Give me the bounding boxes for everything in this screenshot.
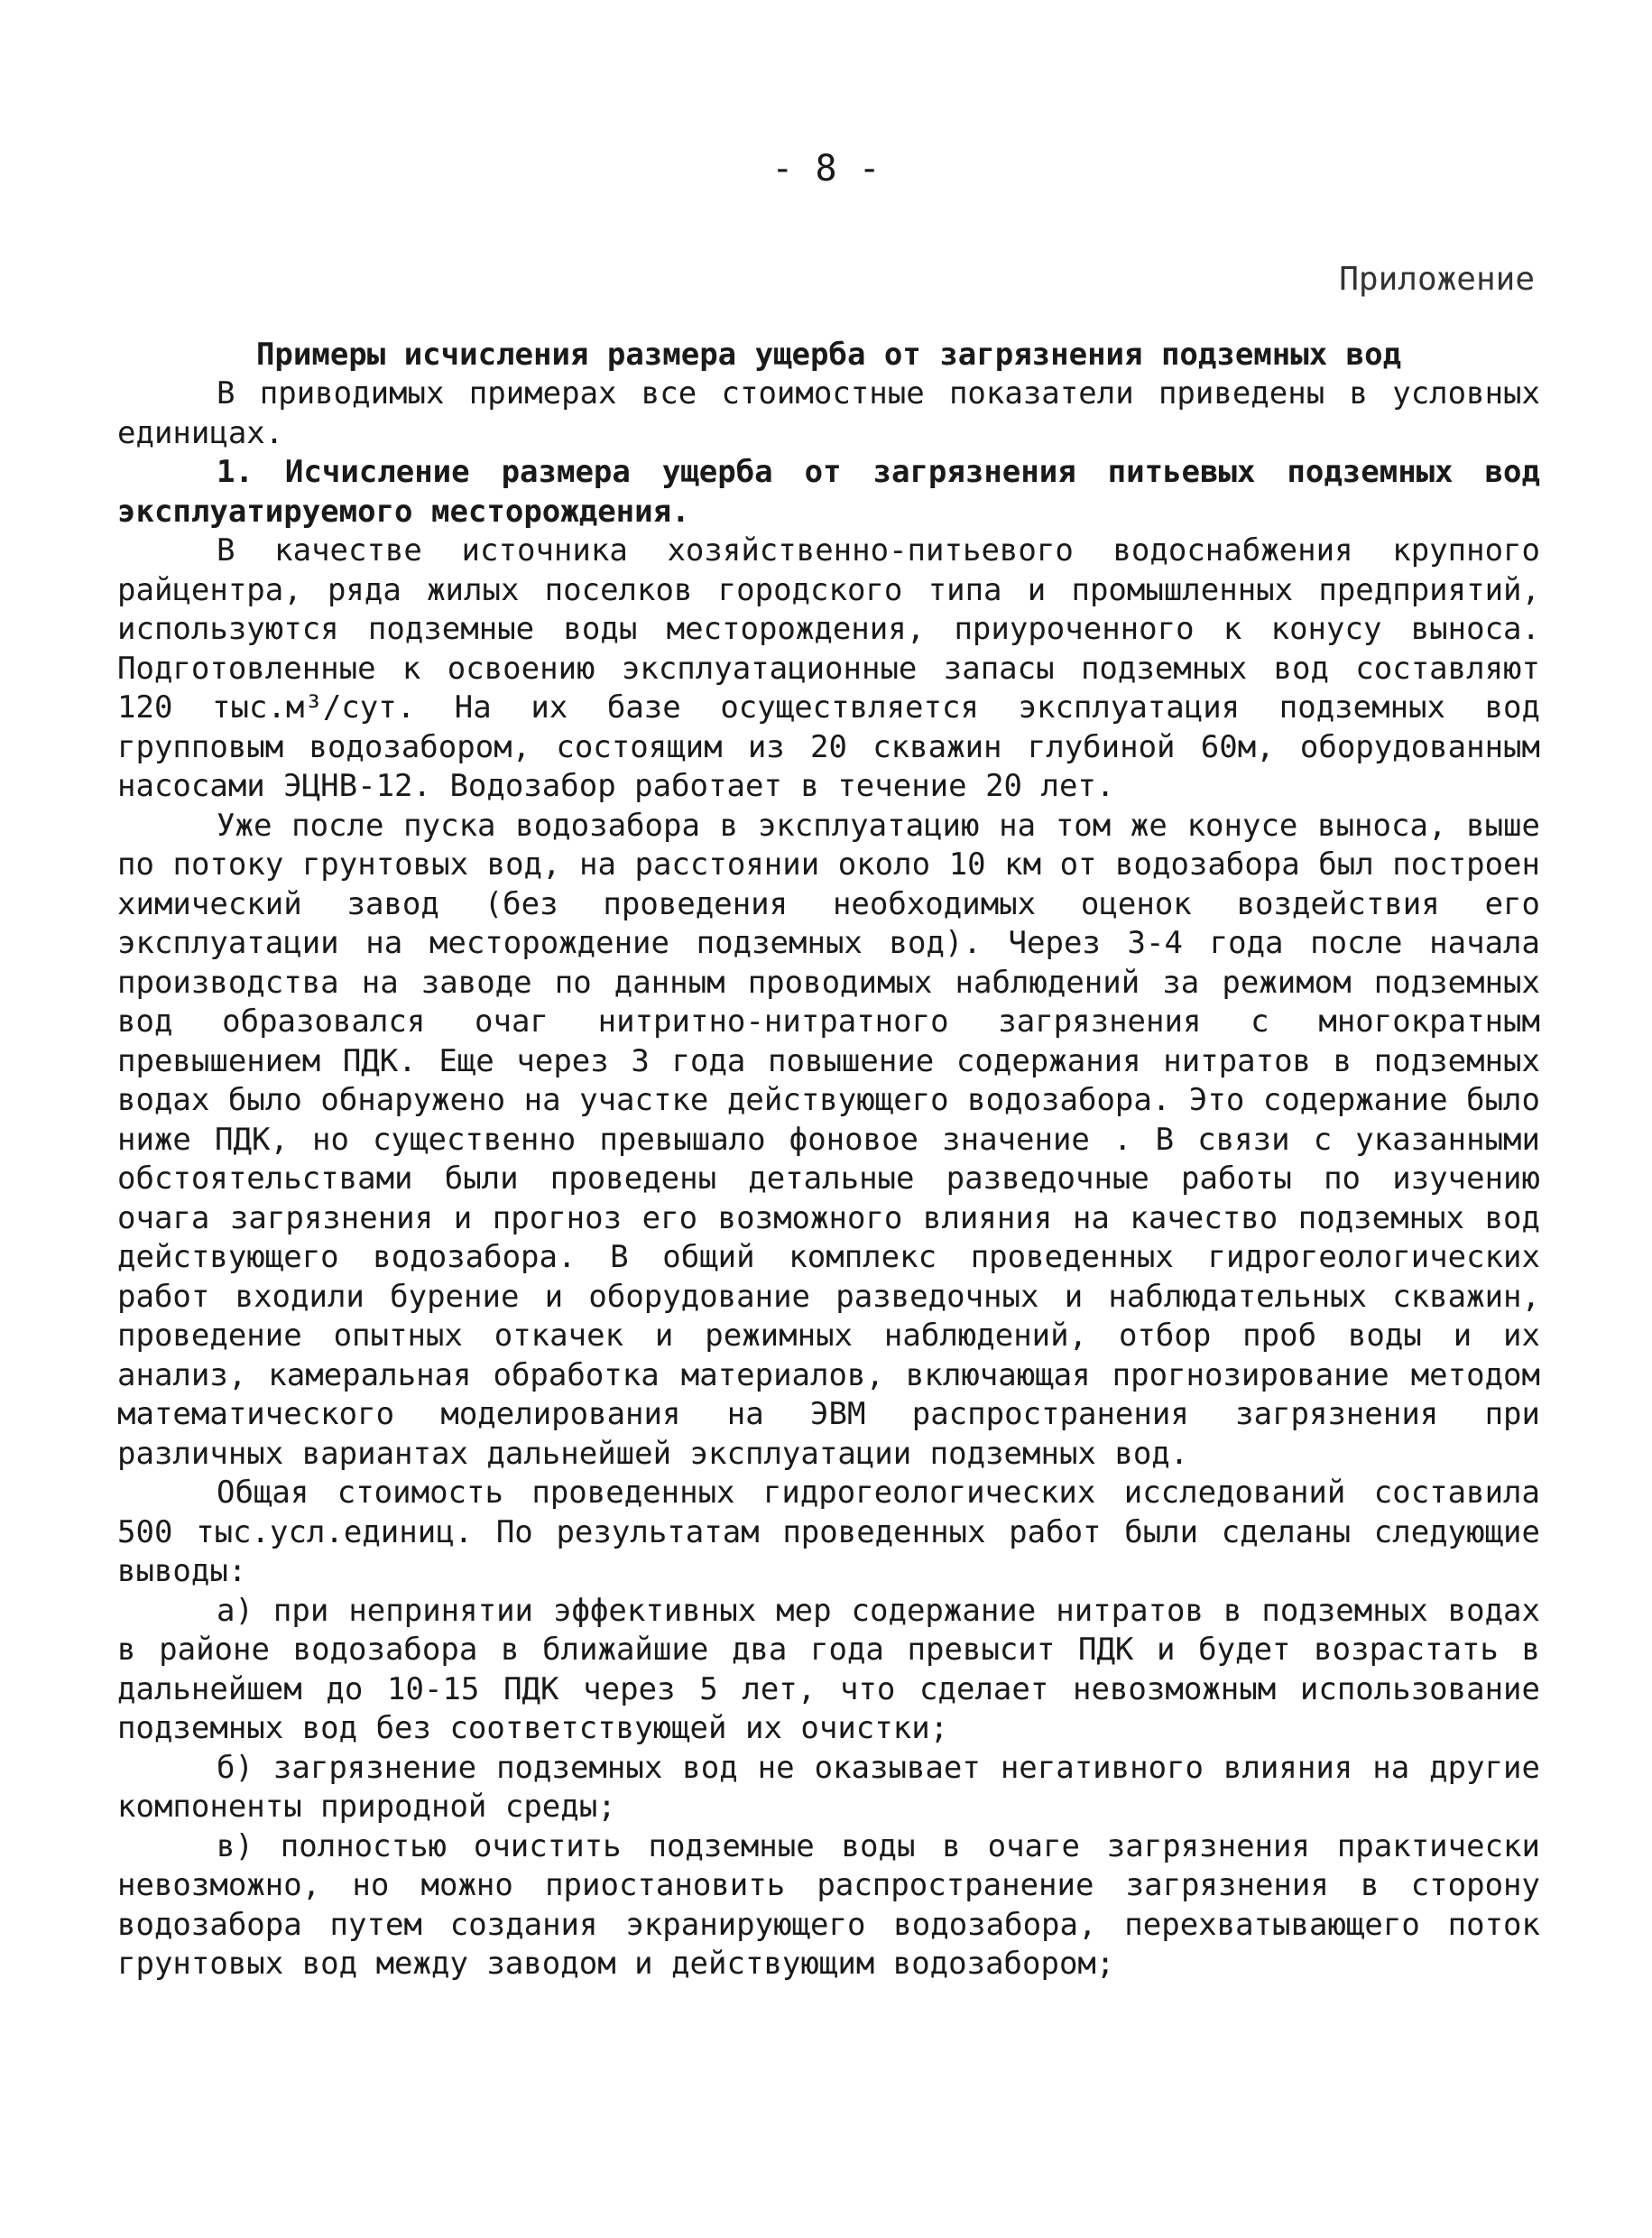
section-1-heading: 1. Исчисление размера ущерба от загрязнения питьевых подземных вод эксплуатируемого месторождения. xyxy=(117,454,1540,530)
conclusion-item-c: в) полностью очистить подземные воды в очаге загрязнения практически невозможно, но можно приостановить распространение загрязнения в сторону водозабора путем создания экранирующего водозабора, перехватывающего поток грунтовых вод между заводом и действующим водозабором; xyxy=(117,1827,1540,1982)
document-body xyxy=(117,336,1540,1984)
appendix-label: Приложение xyxy=(1339,261,1535,298)
conclusion-item-a: а) при непринятии эффективных мер содержание нитратов в подземных водах в районе водозабора в ближайшие два года превысит ПДК и будет возрастать в дальнейшем до 10-15 ПДК через 5 лет, что сделает невозможным использование подземных вод без соответствующей их очистки; xyxy=(117,1592,1540,1746)
paragraph-contamination: Уже после пуска водозабора в эксплуатацию на том же конусе выноса, выше по потоку грунтовых вод, на расстоянии около 10 км от водозабора был построен химический завод (без проведения необходимых оценок воздействия его эксплуатации на месторождение подземных вод). Через 3-4 года после начала производства на заводе по данным проводимых наблюдений за режимом подземных вод образовался очаг нитритно-нитратного загрязнения с многократным превышением ПДК. Еще через 3 года повышение содержания нитратов в подземных водах было обнаружено на участке действующего водозабора. Это содержание было ниже ПДК, но существенно превышало фоновое значение . В связи с указанными обстоятельствами были проведены детальные разведочные работы по изучению очага загрязнения и прогноз его возможного влияния на качество подземных вод действующего водозабора. В общий комплекс проведенных гидрогеологических работ входили бурение и оборудование разведочных и наблюдательных скважин, проведение опытных откачек и режимных наблюдений, отбор проб воды и их анализ, камеральная обработка материалов, включающая прогнозирование методом математического моделирования на ЭВМ распространения загрязнения при различных вариантах дальнейшей эксплуатации подземных вод. xyxy=(117,807,1540,1472)
conclusion-item-b: б) загрязнение подземных вод не оказывает негативного влияния на другие компоненты природной среды; xyxy=(117,1749,1540,1825)
intro-paragraph: В приводимых примерах все стоимостные показатели приведены в условных единицах. xyxy=(117,375,1540,451)
paragraph-water-source: В качестве источника хозяйственно-питьевого водоснабжения крупного райцентра, ряда жилых поселков городского типа и промышленных предприятий, используются подземные воды месторождения, приуроченного к конусу выноса. Подготовленные к освоению эксплуатационные запасы подземных вод составляют 120 тыс.м³/сут. На их базе осуществляется эксплуатация подземных вод групповым водозабором, состоящим из 20 скважин глубиной 60м, оборудованным насосами ЭЦНВ-12. Водозабор работает в течение 20 лет. xyxy=(117,532,1540,804)
paragraph-cost: Общая стоимость проведенных гидрогеологических исследований составила 500 тыс.усл.единиц. По результатам проведенных работ были сделаны следующие выводы: xyxy=(117,1475,1540,1589)
page-number: - 8 - xyxy=(771,148,881,190)
document-title: Примеры исчисления размера ущерба от загрязнения подземных вод xyxy=(255,337,1402,373)
